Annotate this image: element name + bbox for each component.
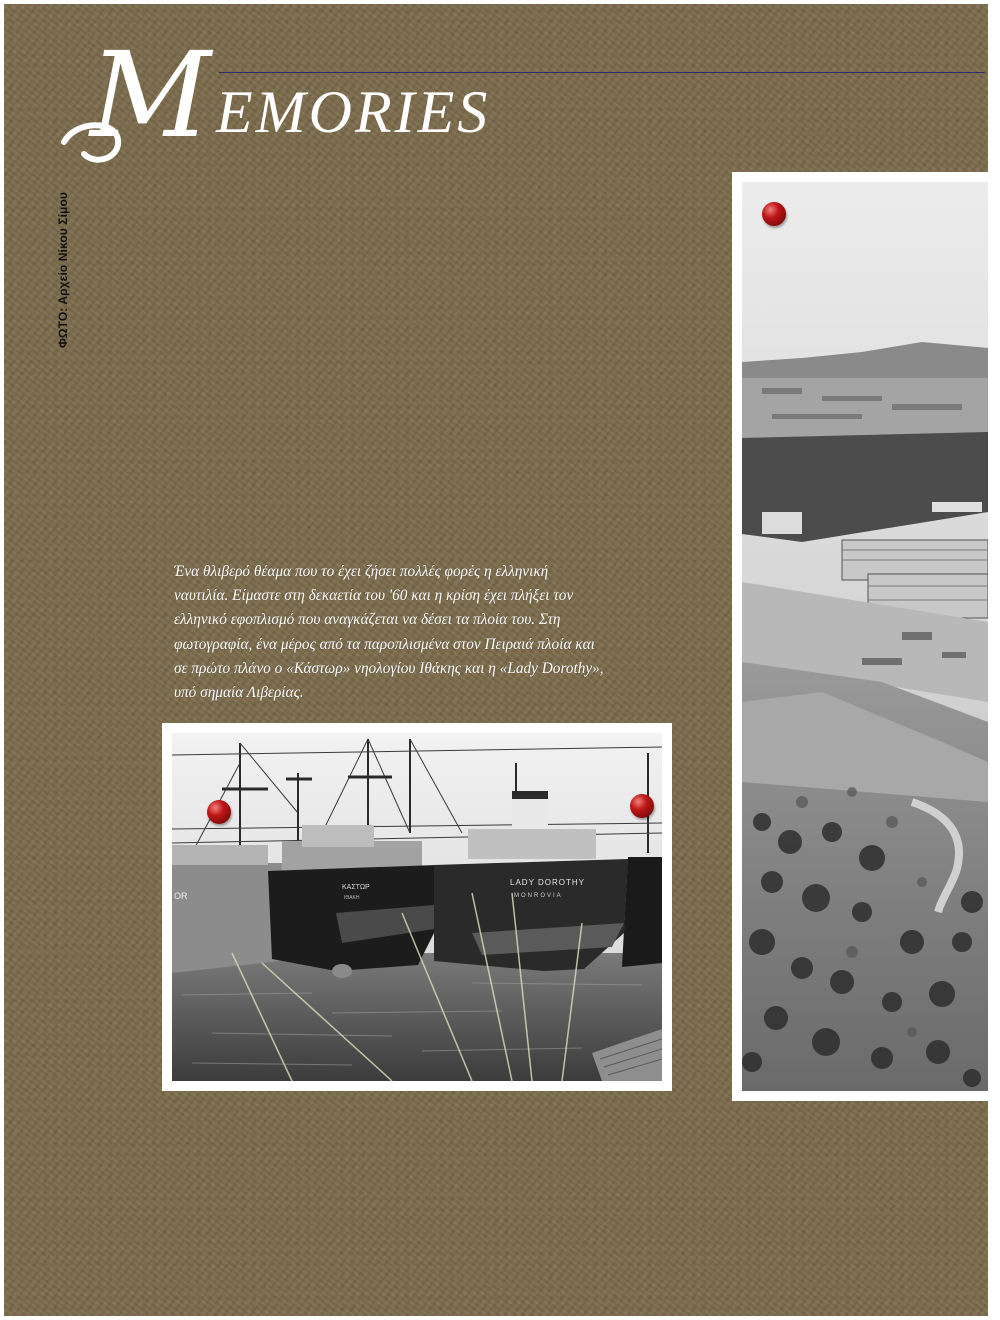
lady-dorothy-port-label: MONROVIA — [514, 893, 563, 899]
caption-line: σε πρώτο πλάνο ο «Κάστωρ» νηολογίου Ιθάκης και η «Lady Dorothy», — [174, 659, 604, 677]
kastor-hull-label: ΚΑΣΤΩΡ — [342, 884, 370, 891]
caption-line: ελληνικό εφοπλισμό που αναγκάζεται να δέσει τα πλοία του. Στη — [174, 611, 561, 629]
red-ball-marker — [207, 800, 231, 824]
red-ball-marker — [630, 794, 654, 818]
photo-credit — [56, 192, 76, 352]
red-ball-marker — [762, 202, 786, 226]
ships-photo — [162, 723, 672, 1091]
photo-caption — [174, 560, 694, 705]
title-initial: M — [90, 26, 211, 164]
caption-line: ναυτιλία. Είμαστε στη δεκαετία του '60 και η κρίση έχει πλήξει τον — [174, 587, 574, 605]
hull-fragment-label: OR — [174, 891, 188, 901]
section-title — [56, 24, 656, 174]
caption-line: Ένα θλιβερό θέαμα που το έχει ζήσει πολλές φορές η ελληνική — [174, 563, 549, 580]
magazine-page — [4, 4, 988, 1316]
caption-line: φωτογραφία, ένα μέρος από τα παροπλισμένα στον Πειραιά πλοία και — [174, 635, 595, 653]
aerial-photo-image — [742, 182, 988, 1091]
photo-credit-text: ΦΩΤΟ: Αρχείο Νίκου Σίμου — [56, 192, 70, 349]
aerial-photo — [732, 172, 988, 1101]
caption-line: υπό σημαία Λιβερίας. — [174, 684, 304, 702]
title-rest: EMORIES — [216, 79, 491, 145]
memories-title-graphic — [56, 24, 656, 174]
lady-dorothy-hull-label: LADY DOROTHY — [510, 878, 585, 887]
kastor-port-label: ΙΘΑΚΗ — [344, 895, 360, 901]
ships-photo-image — [172, 733, 662, 1081]
